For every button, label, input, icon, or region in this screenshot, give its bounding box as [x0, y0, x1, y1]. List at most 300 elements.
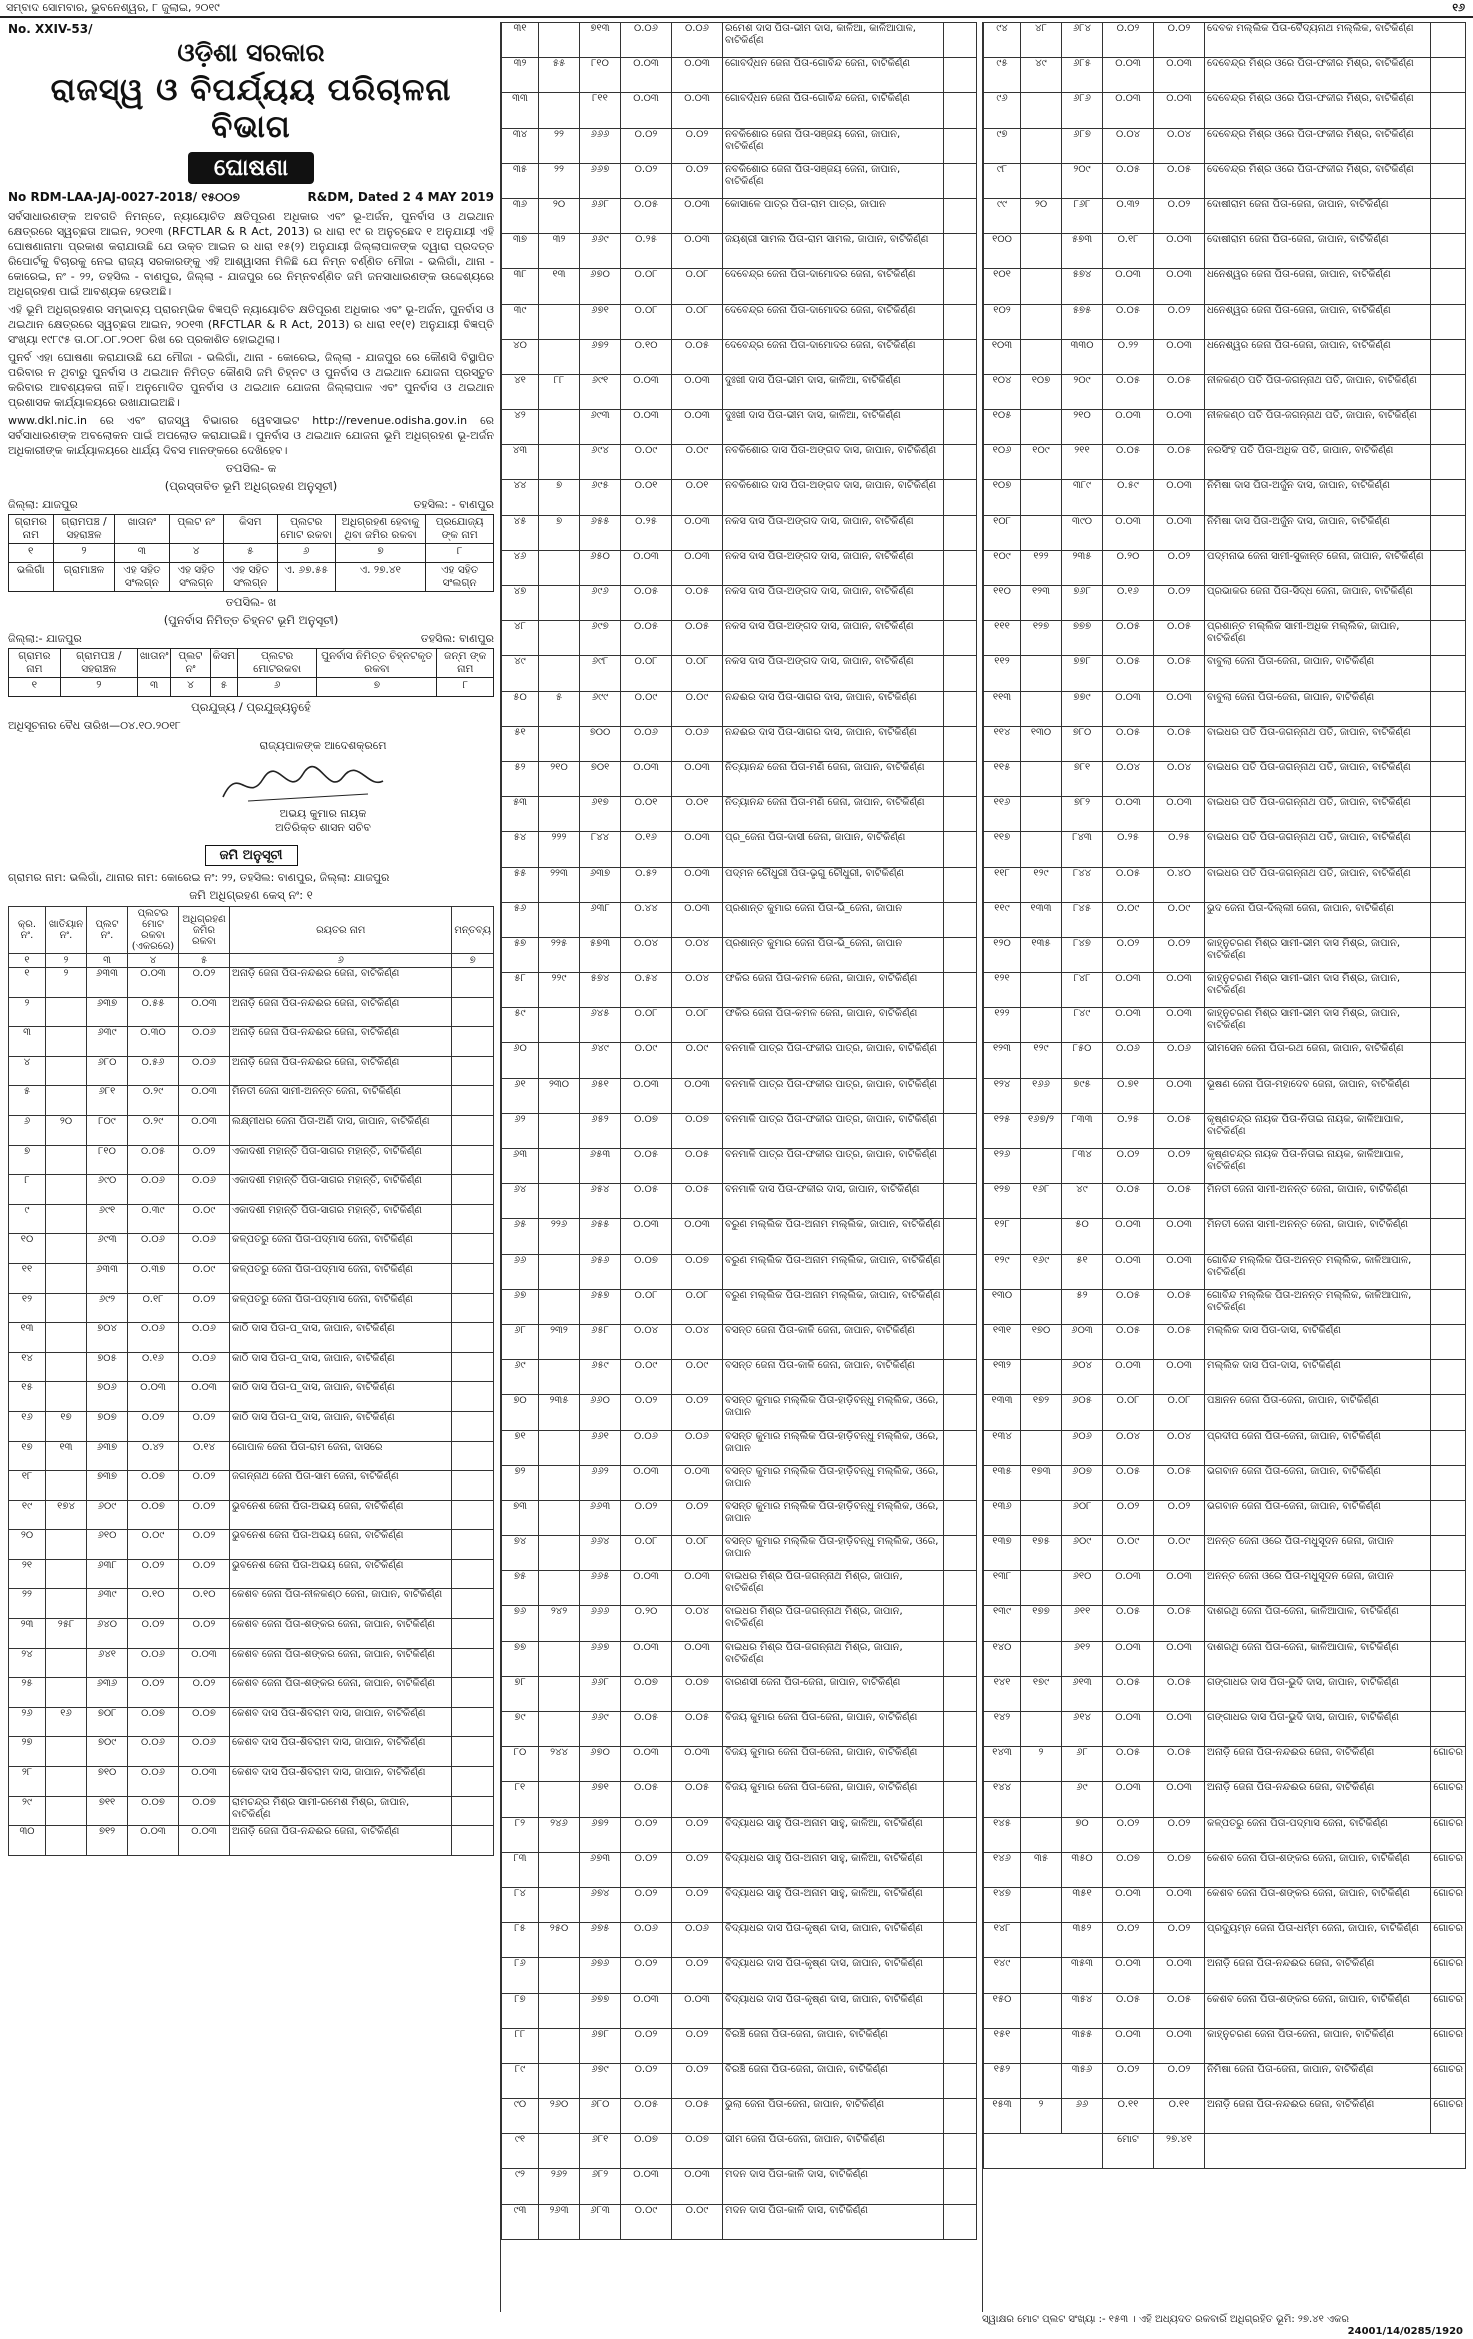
total-area-cell: ୦.୦୩	[621, 58, 672, 93]
owner-name-cell: ଏକାଦଶୀ ମହାନ୍ତି ପିତା-ସାଗର ମହାନ୍ତି, ବାଟିକିର୍ଣ୍ଣ	[230, 1175, 452, 1205]
serial-cell: ୯୪	[984, 23, 1021, 58]
land-row	[984, 1324, 1466, 1359]
total-area-cell: ୦.୦୬	[128, 1323, 179, 1353]
land-table-part3	[983, 22, 1466, 2169]
acquired-area-cell: ୦.୦୨	[179, 1530, 230, 1560]
owner-name-cell: ନିତ୍ୟାନନ୍ଦ ଜେନା ପିତା-ମଣି ଜେନା, ଜାପାନ, ବାଟିକିର୍ଣ୍ଣ	[723, 761, 944, 796]
khata-cell	[539, 1712, 580, 1747]
total-area-cell: ୦.୧୧	[1103, 2099, 1154, 2134]
remarks-cell	[944, 1817, 977, 1852]
notice-number: No. XXIV-53/	[8, 22, 93, 36]
column-land-3	[982, 22, 1466, 2312]
land-row	[9, 1115, 494, 1145]
land-row	[502, 621, 977, 656]
total-area-cell: ୦.୧୬	[1103, 586, 1154, 621]
acquired-area-cell: ୦.୧୦	[179, 1589, 230, 1619]
schedule-a-district: ଜିଲ୍ଲା: ଯାଜପୁର	[8, 498, 78, 511]
khata-cell	[1021, 2063, 1062, 2098]
acquired-area-cell: ୦.୦୩	[1154, 1008, 1205, 1043]
owner-name-cell: ମିନତୀ ଜେନା ସାମୀ-ଅନନ୍ତ ଜେନା, ଜାପାନ, ବାଟିକିର୍ଣ୍ଣ	[1205, 1219, 1431, 1254]
acquired-area-cell: ୦.୦୩	[1154, 269, 1205, 304]
plot-cell: ୬୯୬	[580, 586, 621, 621]
owner-name-cell: ମଲ୍ଲିକ ଦାସ ପିତା-ଦାସ, ବାଟିକିର୍ଣ୍ଣ	[1205, 1360, 1431, 1395]
owner-name-cell: ନକସ ଦାସ ପିତା-ଅଙ୍ଗଦ ଦାସ, ଜାପାନ, ବାଟିକିର୍ଣ୍ଣ	[723, 621, 944, 656]
owner-name-cell: କାଠି ଦାସ ପିତା-ପ_ଦାସ, ଜାପାନ, ବାଟିକିର୍ଣ୍ଣ	[230, 1323, 452, 1353]
serial-cell: ୯୮	[984, 163, 1021, 198]
serial-cell: ୧୨୭	[984, 1184, 1021, 1219]
total-area-cell: ୦.୦୨	[128, 1411, 179, 1441]
land-row	[502, 1993, 977, 2028]
number-cell: ୫	[179, 954, 230, 968]
remarks-cell: ଗୋଚର	[1431, 1887, 1466, 1922]
owner-name-cell: ଗୋବିନ୍ଦ ମଲ୍ଲିକ ପିତା-ଅନନ୍ତ ମଲ୍ଲିକ, କାଳିଆପାଳ, ବାଟିକିର୍ଣ୍ଣ	[1205, 1289, 1431, 1324]
remarks-cell	[944, 1324, 977, 1359]
acquired-area-cell: ୦.୦୩	[1154, 1958, 1205, 1993]
total-area-cell: ୦.୦୨	[621, 1852, 672, 1887]
plot-cell: ୬୭୦	[580, 1747, 621, 1782]
acquired-area-cell: ୦.୦୩	[672, 1993, 723, 2028]
acquired-area-cell: ୦.୦୮	[672, 656, 723, 691]
remarks-cell	[452, 1115, 494, 1145]
acquired-area-cell: ୦.୦୪	[1154, 761, 1205, 796]
serial-cell: ୮୦	[502, 1747, 539, 1782]
paper-dateline: ସମ୍ବାଦ ସୋମବାର, ଭୁବନେଶ୍ୱର, ୮ ଜୁଲାଇ, ୨୦୧୯	[6, 1, 220, 14]
owner-name-cell: କଳ୍ପତରୁ ଜେନା ପିତା-ପଦ୍ମାସ ଜେନା, ବାଟିକିର୍ଣ୍ଣ	[230, 1234, 452, 1264]
land-row	[502, 2028, 977, 2063]
header-cell: ଅଧିଗ୍ରହଣ ଜମିର ରକବା	[179, 907, 230, 954]
owner-name-cell: ଭଗବାନ ଜେନା ପିତା-ଜେନା, ଜାପାନ, ବାଟିକିର୍ଣ୍ଣ	[1205, 1465, 1431, 1500]
khata-cell	[539, 1887, 580, 1922]
land-row	[502, 656, 977, 691]
total-area-cell: ୦.୦୬	[621, 726, 672, 761]
remarks-cell	[1431, 902, 1466, 937]
serial-cell: ୧୩୬	[984, 1500, 1021, 1535]
khata-cell	[46, 1204, 87, 1234]
acquired-area-cell: ୦.୦୨	[672, 1887, 723, 1922]
khata-cell	[46, 1234, 87, 1264]
plot-cell: ୮୪୩	[1062, 832, 1103, 867]
serial-cell: ୬୦	[502, 1043, 539, 1078]
owner-name-cell: ଦେବକ ମଲ୍ଲିକ ପିତା-ବୈଦ୍ୟନାଥ ମଲ୍ଲିକ, ବାଟିକିର୍ଣ୍ଣ	[1205, 23, 1431, 58]
land-row	[984, 1113, 1466, 1148]
owner-name-cell: ମିନତୀ ଜେନା ସାମୀ-ଅନନ୍ତ ଜେନା, ଜାପାନ, ବାଟିକିର୍ଣ୍ଣ	[1205, 1184, 1431, 1219]
total-area-cell: ୦.୦୩	[621, 374, 672, 409]
serial-cell: ୪	[9, 1056, 46, 1086]
khata-cell	[539, 1254, 580, 1289]
total-area-cell: ୦.୦୩	[621, 1465, 672, 1500]
plot-cell: ୬୭୧	[580, 304, 621, 339]
acquired-area-cell: ୦.୦୨	[672, 128, 723, 163]
land-table-body-3	[984, 23, 1466, 2134]
land-row	[984, 269, 1466, 304]
total-area-cell: ୦.୦୫	[621, 1149, 672, 1184]
owner-name-cell: ଦୋଷୀରାମ ଜେନା ପିତା-ଜେନା, ଜାପାନ, ବାଟିକିର୍ଣ୍ଣ	[1205, 198, 1431, 233]
header-cell: ଖାତିୟାନ ନଂ.	[46, 907, 87, 954]
remarks-cell	[944, 269, 977, 304]
plot-cell: ୬୫୧	[580, 1078, 621, 1113]
plot-cell: ୮୧୧	[580, 93, 621, 128]
owner-name-cell: ପଦ୍ମନାଭ ଜେନା ସାମୀ-ସୁକାନ୍ତ ଜେନା, ଜାପାନ, ବାଟିକିର୍ଣ୍ଣ	[1205, 550, 1431, 585]
acquired-area-cell: ୦.୦୫	[1154, 1289, 1205, 1324]
schedule-a-title: ତପସିଲ- କ	[225, 461, 277, 475]
total-area-cell: ୦.୩୭	[128, 1263, 179, 1293]
acquired-area-cell: ୦.୦୩	[672, 867, 723, 902]
owner-name-cell: ଦେବେନ୍ଦ୍ର ଜେନା ପିତା-ଦାମୋଦର ଜେନା, ବାଟିକିର୍ଣ୍ଣ	[723, 304, 944, 339]
remarks-cell	[1431, 198, 1466, 233]
total-area-cell: ୦.୦୩	[1103, 1641, 1154, 1676]
acquired-area-cell: ୦.୦୪	[1154, 1430, 1205, 1465]
acquired-area-cell: ୦.୦୬	[672, 1430, 723, 1465]
land-row	[502, 2204, 977, 2239]
data-cell: ଗ୍ରାମାଞ୍ଚଳ	[53, 563, 115, 592]
acquired-area-cell: ୦.୦୩	[672, 1571, 723, 1606]
khata-cell: ୧୭୫	[1021, 1536, 1062, 1571]
plot-cell: ୬୭୩	[580, 1852, 621, 1887]
serial-cell: ୨୬	[9, 1707, 46, 1737]
total-area-cell: ୦.୦୫	[1103, 726, 1154, 761]
acquired-area-cell: ୦.୦୯	[1154, 1536, 1205, 1571]
owner-name-cell: ବସନ୍ତ କୁମାର ମଲ୍ଲିକ ପିତା-ହାଡ଼ିବନ୍ଧୁ ମଲ୍ଲିକ, ଓରେ, ଜାପାନ	[723, 1395, 944, 1430]
khata-cell	[539, 726, 580, 761]
owner-name-cell: ବିରଞ୍ଚି ଜେନା ପିତା-ଜେନା, ଜାପାନ, ବାଟିକିର୍ଣ୍ଣ	[723, 2028, 944, 2063]
remarks-cell	[452, 1767, 494, 1797]
owner-name-cell: ଅନାଡ଼ି ଜେନା ପିତା-ନନ୍ଦଈର ଜେନା, ବାଟିକିର୍ଣ୍ଣ	[1205, 1958, 1431, 1993]
owner-name-cell: କେଶବ ଜେନା ପିତା-ଶଙ୍କର ଜେନା, ଜାପାନ, ବାଟିକିର୍ଣ୍ଣ	[230, 1678, 452, 1708]
acquired-area-cell: ୦.୦୫	[672, 586, 723, 621]
total-area-cell: ୦.୦୩	[621, 1993, 672, 2028]
owner-name-cell: ନନ୍ଦଈର ଦାସ ପିତା-ସାଗର ଦାସ, ଜାପାନ, ବାଟିକିର୍ଣ୍ଣ	[723, 726, 944, 761]
total-area-cell: ୦.୨୦	[621, 1606, 672, 1641]
owner-name-cell: ଅନନ୍ତ ଜେନା ଓରେ ପିତା-ମଧୁସୂଦନ ଜେନା, ଜାପାନ	[1205, 1536, 1431, 1571]
remarks-cell	[1431, 269, 1466, 304]
land-row	[502, 832, 977, 867]
total-area-cell: ୦.୦୩	[1103, 93, 1154, 128]
remarks-cell	[1431, 1395, 1466, 1430]
remarks-cell	[452, 1441, 494, 1471]
land-row	[502, 1712, 977, 1747]
serial-cell: ୩	[9, 1027, 46, 1057]
land-row	[984, 1606, 1466, 1641]
land-row	[984, 1782, 1466, 1817]
acquired-area-cell: ୦.୦୨	[672, 163, 723, 198]
plot-cell: ୬୦୯	[1062, 1536, 1103, 1571]
plot-cell: ୮୪୮	[1062, 973, 1103, 1008]
number-cell: ୮	[437, 678, 494, 697]
serial-cell: ୩୬	[502, 198, 539, 233]
plot-cell: ୫୭୫	[1062, 304, 1103, 339]
khata-cell	[46, 1263, 87, 1293]
total-area-cell: ୦.୦୫	[621, 2099, 672, 2134]
serial-cell: ୭୪	[502, 1536, 539, 1571]
land-row	[502, 550, 977, 585]
header-cell: ପ୍ଲଟ ନଂ.	[87, 907, 128, 954]
land-row	[984, 1712, 1466, 1747]
total-area-cell: ୦.୦୩	[1103, 1712, 1154, 1747]
owner-name-cell: ଗୋପାଳ ଜେନା ପିତା-ରାମ ଜେନା, ଦାସରେ	[230, 1441, 452, 1471]
remarks-cell	[944, 1219, 977, 1254]
remarks-cell	[944, 128, 977, 163]
serial-cell: ୫୩	[502, 797, 539, 832]
plot-cell: ୮୫୦	[1062, 1043, 1103, 1078]
plot-cell: ୬୦୯	[87, 1500, 128, 1530]
acquired-area-cell: ୦.୦୬	[179, 1323, 230, 1353]
land-row	[9, 1027, 494, 1057]
remarks-cell	[944, 586, 977, 621]
remarks-cell	[1431, 1430, 1466, 1465]
total-area-cell: ୦.୦୩	[128, 1826, 179, 1856]
total-area-cell: ୦.୦୨	[621, 2063, 672, 2098]
remarks-cell	[944, 621, 977, 656]
owner-name-cell: ନିମିଷା ଜେନା ପିତା-ଜେନା, ଜାପାନ, ବାଟିକିର୍ଣ୍ଣ	[1205, 2063, 1431, 2098]
land-row	[984, 234, 1466, 269]
remarks-cell	[1431, 1113, 1466, 1148]
serial-cell: ୧୫	[9, 1382, 46, 1412]
serial-cell: ୧୩୭	[984, 1536, 1021, 1571]
khata-cell: ୧୭୩	[1021, 1465, 1062, 1500]
acquired-area-cell: ୦.୦୩	[1154, 410, 1205, 445]
owner-name-cell: ଜଗନ୍ନାଥ ଜେନା ପିତା-ସାମ ଜେନା, ବାଟିକିର୍ଣ୍ଣ	[230, 1471, 452, 1501]
total-area-cell: ୦.୦୮	[621, 1008, 672, 1043]
khata-cell	[46, 1323, 87, 1353]
acquired-area-cell: ୦.୦୫	[672, 1184, 723, 1219]
acquired-area-cell: ୦.୦୭	[672, 1254, 723, 1289]
remarks-cell	[944, 304, 977, 339]
khata-cell	[46, 1145, 87, 1175]
owner-name-cell: ବସନ୍ତ ଜେନା ପିତା-କାଳି ଜେନା, ଜାପାନ, ବାଟିକିର୍ଣ୍ଣ	[723, 1324, 944, 1359]
acquired-area-cell: ୦.୦୩	[672, 550, 723, 585]
owner-name-cell: ରମେଶ ଦାସ ପିତା-ଭୀମ ଦାସ, କାଳିଆ, କାଳିଆପାଳ, ବାଟିକିର୍ଣ୍ଣ	[723, 23, 944, 58]
remarks-cell: ଗୋଚର	[1431, 1852, 1466, 1887]
owner-name-cell: ବସନ୍ତ କୁମାର ମଲ୍ଲିକ ପିତା-ହାଡ଼ିବନ୍ଧୁ ମଲ୍ଲିକ, ଓରେ, ଜାପାନ	[723, 1465, 944, 1500]
plot-cell: ୬୬୨	[580, 1465, 621, 1500]
khata-cell: ୧୨୯	[1021, 867, 1062, 902]
total-area-cell: ୦.୦୭	[621, 1113, 672, 1148]
schedule-b-subtitle: (ପୁନର୍ବାସ ନିମିତ୍ତ ଚିହ୍ନଟ ଭୂମି ଅନୁସୂଚୀ)	[163, 613, 339, 627]
serial-cell: ୬	[9, 1115, 46, 1145]
plot-cell: ୬୩୯	[87, 1589, 128, 1619]
signatory-name: ଅଭୟ କୁମାର ନାୟକ	[279, 807, 367, 820]
serial-cell: ୧	[9, 968, 46, 998]
plot-cell: ୬୯୮	[580, 656, 621, 691]
khata-cell: ୨୫୦	[539, 1923, 580, 1958]
plot-cell: ୬୩୮	[580, 902, 621, 937]
owner-name-cell: କେଶବ ଜେନା ପିତା-ଶଙ୍କର ଜେନା, ଜାପାନ, ବାଟିକିର୍ଣ୍ଣ	[1205, 1993, 1431, 2028]
plot-cell: ୭୦୫	[87, 1352, 128, 1382]
number-cell: ୨	[60, 678, 137, 697]
plot-cell: ୭୦୭	[87, 1411, 128, 1441]
plot-cell: ୬୮୦	[87, 1056, 128, 1086]
serial-cell: ୧୦୪	[984, 374, 1021, 409]
khata-cell	[46, 1056, 87, 1086]
plot-cell: ୬୬୩	[580, 1500, 621, 1535]
number-cell: ୭	[335, 544, 426, 563]
khata-cell	[46, 1293, 87, 1323]
owner-name-cell: କୃଷ୍ଣଚନ୍ଦ୍ର ନାୟକ ପିତା-ନିତାଇ ନାୟକ, କାଳିଆପାଳ, ବାଟିକିର୍ଣ୍ଣ	[1205, 1149, 1431, 1184]
owner-name-cell: ବରୁଣ ମଲ୍ଲିକ ପିତା-ଅନାମ ମଲ୍ଲିକ, ଜାପାନ, ବାଟିକିର୍ଣ୍ଣ	[723, 1289, 944, 1324]
khata-cell: ୨୪୬	[539, 1817, 580, 1852]
total-area-cell: ୦.୦୬	[128, 1737, 179, 1767]
remarks-cell	[452, 1352, 494, 1382]
plot-cell: ୬୩୭	[580, 867, 621, 902]
land-row	[502, 2169, 977, 2204]
plot-cell: ୮୬୮	[1062, 198, 1103, 233]
owner-name-cell: କାହ୍ନୁଚରଣ ମିଶ୍ର ସାମୀ-ଭୀମ ଦାସ ମିଶ୍ର, ଜାପାନ, ବାଟିକିର୍ଣ୍ଣ	[1205, 973, 1431, 1008]
plot-cell: ୭୬୮	[1062, 586, 1103, 621]
remarks-cell	[452, 1263, 494, 1293]
land-row	[984, 445, 1466, 480]
owner-name-cell: ପ୍ରଶାନ୍ତ ମଲ୍ଲିକ ସାମୀ-ଅଧିକ ମଲ୍ଲିକ, ଜାପାନ, ବାଟିକିର୍ଣ୍ଣ	[1205, 621, 1431, 656]
khata-cell	[539, 1289, 580, 1324]
serial-cell: ୧୪୦	[984, 1641, 1021, 1676]
khata-cell	[1021, 1571, 1062, 1606]
serial-cell: ୬୫	[502, 1219, 539, 1254]
plot-cell: ୬୬୭	[580, 163, 621, 198]
owner-name-cell: କେଶବ ଜେନା ପିତା-ଶଙ୍କର ଜେନା, ଜାପାନ, ବାଟିକିର୍ଣ୍ଣ	[1205, 1887, 1431, 1922]
khata-cell	[539, 410, 580, 445]
serial-cell: ୩୪	[502, 128, 539, 163]
total-area-cell: ୦.୦୫	[621, 1184, 672, 1219]
owner-name-cell: ଅନାଡ଼ି ଜେନା ପିତା-ନନ୍ଦଈର ଜେନା, ବାଟିକିର୍ଣ୍ଣ	[1205, 1747, 1431, 1782]
khata-cell	[539, 797, 580, 832]
land-row	[9, 1767, 494, 1797]
land-row	[502, 1782, 977, 1817]
total-area-cell: ୦.୦୧	[621, 480, 672, 515]
khata-cell	[46, 1530, 87, 1560]
plot-cell: ୩୫୨	[1062, 1923, 1103, 1958]
serial-cell: ୧୫୩	[984, 2099, 1021, 2134]
land-row	[502, 1606, 977, 1641]
owner-name-cell: ଭଗବାନ ଜେନା ପିତା-ଜେନା, ଜାପାନ, ବାଟିକିର୍ଣ୍ଣ	[1205, 1500, 1431, 1535]
land-row	[984, 1747, 1466, 1782]
owner-name-cell: ନକସ ଦାସ ପିତା-ଅଙ୍ଗଦ ଦାସ, ଜାପାନ, ବାଟିକିର୍ଣ୍ଣ	[723, 656, 944, 691]
serial-cell: ୧୩୩	[984, 1395, 1021, 1430]
acquired-area-cell: ୦.୦୪	[1154, 128, 1205, 163]
serial-cell: ୫୯	[502, 1008, 539, 1043]
acquired-area-cell: ୦.୦୨	[179, 1559, 230, 1589]
land-row	[9, 1500, 494, 1530]
plot-cell: ୭୦୧	[580, 761, 621, 796]
total-area-cell: ୦.୫୬	[128, 1056, 179, 1086]
owner-name-cell: ଭୂଷଣ ଜେନା ପିତା-ମହାଦେବ ଜେନା, ଜାପାନ, ବାଟିକିର୍ଣ୍ଣ	[1205, 1078, 1431, 1113]
remarks-cell	[944, 1289, 977, 1324]
land-row	[9, 1441, 494, 1471]
serial-cell: ୧୪	[9, 1352, 46, 1382]
owner-name-cell: ଭୁବନେଶ ଜେନା ପିତା-ଅଭୟ ଜେନା, ବାଟିକିର୍ଣ୍ଣ	[230, 1530, 452, 1560]
notice-paragraph: www.dkl.nic.in ରେ ଏବଂ ରାଜସ୍ୱ ବିଭାଗର ୱେବସାଇଟ http://revenue.odisha.gov.in ରେ ସର୍ବସାଧାରଣଙ୍କ ଅବଲୋକନ ପାଇଁ ଅପଲୋଡ କରାଯାଇଛି। ପୁନର୍ବାସ ଓ ଥଇଥାନ ଯୋଜନା ଭୂମି ଅଧିଗ୍ରହଣ ଭୂ-ଅର୍ଜନ ଅଧିକାରୀଙ୍କ କାର୍ଯ୍ୟାଳୟରେ ଧାର୍ଯ୍ୟ ଦିବସ ମାନଙ୍କରେ ଦେଖିହେବ।	[8, 414, 494, 457]
plot-cell: ୬୩୭	[87, 1441, 128, 1471]
owner-name-cell: ଅନାଡ଼ି ଜେନା ପିତା-ନନ୍ଦଈର ଜେନା, ବାଟିକିର୍ଣ୍ଣ	[1205, 1782, 1431, 1817]
owner-name-cell: ଦେବେନ୍ଦ୍ର ମିଶ୍ର ଓରେ ପିତା-ଫକୀର ମିଶ୍ର, ବାଟିକିର୍ଣ୍ଣ	[1205, 93, 1431, 128]
khata-cell	[539, 1958, 580, 1993]
acquired-area-cell: ୦.୨୫	[1154, 832, 1205, 867]
land-row	[9, 1382, 494, 1412]
total-area-cell: ୦.୨୨	[1103, 339, 1154, 374]
khata-cell	[539, 93, 580, 128]
header-cell: ପ୍ଲଟର ମୋଟ ରକବା	[277, 515, 335, 544]
serial-cell: ୭୩	[502, 1500, 539, 1535]
schedule-a-number-row	[9, 544, 494, 563]
serial-cell: ୧୩୯	[984, 1606, 1021, 1641]
acquired-area-cell: ୦.୦୫	[1154, 1324, 1205, 1359]
plot-cell: ୬୬୯	[580, 1712, 621, 1747]
owner-name-cell: ପ୍ରଦୀପ ଜେନା ପିତା-ଜେନା, ଜାପାନ, ବାଟିକିର୍ଣ୍ଣ	[1205, 1430, 1431, 1465]
owner-name-cell: ବରୁଣ ମଲ୍ଲିକ ପିତା-ଅନାମ ମଲ୍ଲିକ, ଜାପାନ, ବାଟିକିର୍ଣ୍ଣ	[723, 1219, 944, 1254]
land-row	[502, 1324, 977, 1359]
remarks-cell	[452, 1796, 494, 1826]
total-area-cell: ୦.୦୩	[1103, 973, 1154, 1008]
owner-name-cell: ବାଇଧର ମିଶ୍ର ପିତା-ଜଗନ୍ନାଥ ମିଶ୍ର, ଜାପାନ, ବାଟିକିର୍ଣ୍ଣ	[723, 1571, 944, 1606]
schedule-b-note: ପ୍ରଯୁଜ୍ୟ / ପ୍ରଯୁଜ୍ୟନୁହେଁ	[191, 700, 311, 714]
khata-cell: ୧୩୩	[1021, 902, 1062, 937]
acquired-area-cell: ୦.୦୨	[1154, 304, 1205, 339]
khata-cell	[1021, 234, 1062, 269]
land-row	[984, 691, 1466, 726]
number-cell: ୪	[128, 954, 179, 968]
khata-cell	[1021, 1712, 1062, 1747]
total-area-cell: ୦.୦୨	[621, 1395, 672, 1430]
total-area-cell: ୦.୦୭	[621, 2134, 672, 2169]
land-row	[502, 515, 977, 550]
acquired-area-cell: ୦.୦୩	[672, 58, 723, 93]
acquired-area-cell: ୦.୦୩	[179, 1115, 230, 1145]
owner-name-cell: ଅନାଡ଼ି ଜେନା ପିତା-ନନ୍ଦଈର ଜେନା, ବାଟିକିର୍ଣ୍ଣ	[230, 968, 452, 998]
serial-cell: ୧୦୩	[984, 339, 1021, 374]
acquired-area-cell: ୦.୦୨	[1154, 23, 1205, 58]
owner-name-cell: ଦୋଷୀରାମ ଜେନା ପିତା-ଜେନା, ଜାପାନ, ବାଟିକିର୍ଣ୍ଣ	[1205, 234, 1431, 269]
serial-cell: ୪୮	[502, 621, 539, 656]
plot-cell: ୬୦୭	[1062, 1465, 1103, 1500]
plot-cell: ୩୫୩	[1062, 1958, 1103, 1993]
serial-cell: ୬୧	[502, 1078, 539, 1113]
total-area-cell: ୦.୦୭	[128, 1471, 179, 1501]
acquired-area-cell: ୦.୦୭	[1154, 1852, 1205, 1887]
owner-name-cell: ନରସିଂହ ପତି ପିତା-ଅଧିକ ପତି, ଜାପାନ, ବାଟିକିର୍ଣ୍ଣ	[1205, 445, 1431, 480]
total-area-cell: ୦.୦୨	[621, 128, 672, 163]
land-row	[984, 797, 1466, 832]
data-cell: ଏହ ସହିତ ସଂଲଗ୍ନ	[169, 563, 223, 592]
notice-paragraph: ଏହି ଭୂମି ଅଧିଗ୍ରହଣର ସମ୍ଭାବ୍ୟ ପ୍ରାରମ୍ଭିକ ବିଜ୍ଞପ୍ତି ନ୍ୟାୟୋଚିତ କ୍ଷତିପୂରଣ ଅଧିକାର ଏବଂ ଭୂ-ଅର୍ଜନ, ପୁନର୍ବାସ ଓ ଥଇଥାନ କ୍ଷେତ୍ରରେ ସ୍ୱଚ୍ଛତା ଆଇନ, ୨୦୧୩ (RFCTLAR & R Act, 2013) ର ଧାରା ୧୧(୧) ଅନୁଯାୟୀ ବିଜ୍ଞପ୍ତି ସଂଖ୍ୟା ୧୯୮୯୫ ତା.୦୮.୦୮.୨୦୧୮ ରିଖ ରେ ପ୍ରକାଶିତ ହୋଇଥିଲା।	[8, 303, 494, 346]
khata-cell	[1021, 691, 1062, 726]
owner-name-cell: ନବକିଶୋର ଜେନା ପିତା-ସଞ୍ଜୟ ଜେନା, ଜାପାନ, ବାଟିକିର୍ଣ୍ଣ	[723, 163, 944, 198]
owner-name-cell: ବାବୁଲା ଜେନା ପିତା-ଜେନା, ଜାପାନ, ବାଟିକିର୍ଣ୍ଣ	[1205, 691, 1431, 726]
total-area-cell: ୦.୦୯	[621, 691, 672, 726]
serial-cell: ୩୨	[502, 58, 539, 93]
total-area-cell: ୦.୦୭	[128, 1707, 179, 1737]
acquired-area-cell: ୦.୦୨	[1154, 1817, 1205, 1852]
serial-cell: ୧୧୩	[984, 691, 1021, 726]
plot-cell: ୭୧୨	[87, 1826, 128, 1856]
land-row	[502, 234, 977, 269]
remarks-cell	[944, 1641, 977, 1676]
total-area-cell: ୦.୨୯	[128, 1115, 179, 1145]
land-row	[502, 1149, 977, 1184]
land-row	[502, 163, 977, 198]
total-area-cell: ୦.୦୫	[1103, 656, 1154, 691]
land-row	[502, 58, 977, 93]
land-row	[984, 23, 1466, 58]
serial-cell: ୪୧	[502, 374, 539, 409]
plot-cell: ୬୦୫	[1062, 1395, 1103, 1430]
acquired-area-cell: ୦.୦୪	[672, 937, 723, 972]
total-area-cell: ୦.୦୩	[621, 761, 672, 796]
plot-cell: ୬୫୯	[580, 1360, 621, 1395]
acquired-area-cell: ୦.୦୨	[1154, 937, 1205, 972]
owner-name-cell: ଧନେଶ୍ୱର ଜେନା ପିତା-ଜେନା, ଜାପାନ, ବାଟିକିର୍ଣ୍ଣ	[1205, 269, 1431, 304]
khata-cell	[539, 339, 580, 374]
serial-cell: ୧୧୦	[984, 586, 1021, 621]
total-area-cell: ୦.୦୨	[621, 163, 672, 198]
land-row	[984, 726, 1466, 761]
